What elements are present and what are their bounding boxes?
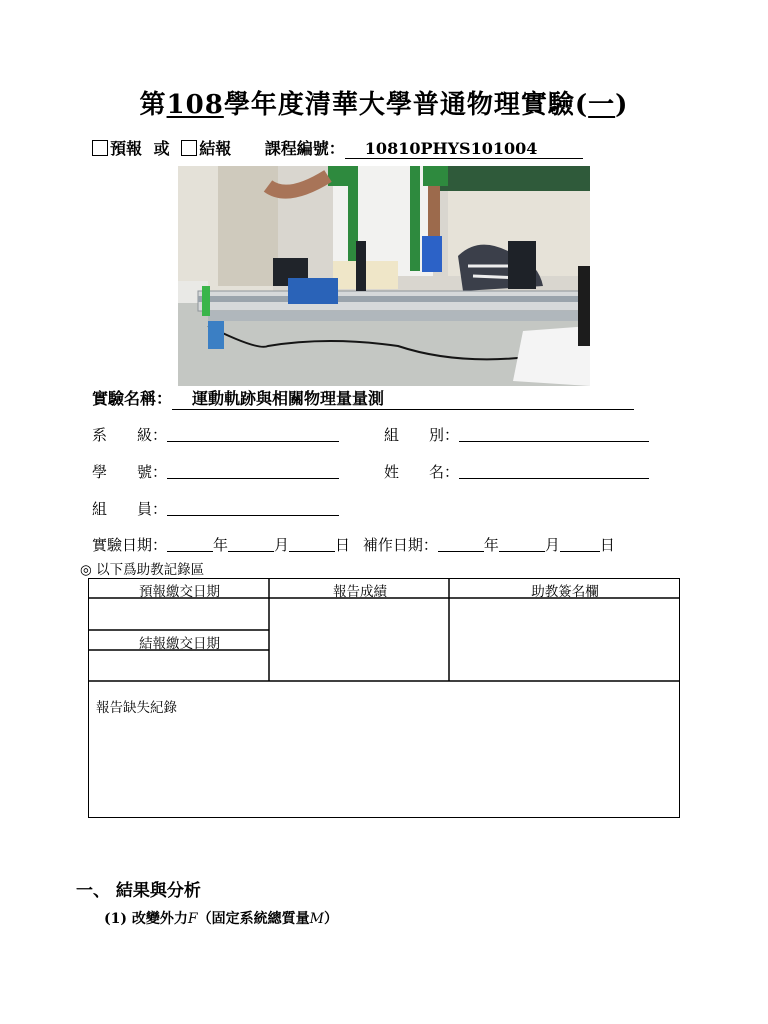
exp-day-input[interactable] <box>289 537 335 552</box>
name-field <box>384 461 649 482</box>
section-item-1 <box>104 908 338 928</box>
makeup-day-label: 日 <box>599 536 615 554</box>
item-var-f: F <box>187 911 198 927</box>
preview-checkbox[interactable] <box>92 140 108 156</box>
item-close: ） <box>323 911 338 927</box>
members-label: 組 員： <box>92 500 168 518</box>
report-type-line <box>92 136 583 159</box>
members-input[interactable] <box>167 501 339 516</box>
makeup-year-label: 年 <box>483 536 499 554</box>
experiment-date-line <box>92 534 615 555</box>
course-code: 10810PHYS101004 <box>345 139 583 159</box>
group-field <box>384 424 649 445</box>
group-input[interactable] <box>459 427 649 442</box>
preview-submit-header: 預報繳交日期 <box>139 584 220 600</box>
experiment-photo <box>178 166 590 386</box>
final-checkbox[interactable] <box>181 140 197 156</box>
makeup-day-input[interactable] <box>560 537 600 552</box>
title-num: 一 <box>588 90 616 120</box>
month-label: 月 <box>274 536 290 554</box>
title-suffix: 學年度清華大學普通物理實驗( <box>223 90 589 120</box>
student-id-field <box>92 461 339 482</box>
preview-submit-cell[interactable] <box>89 600 269 630</box>
group-label: 組 別： <box>384 426 460 444</box>
makeup-year-input[interactable] <box>438 537 484 552</box>
department-field <box>92 424 339 445</box>
missing-record-label: 報告缺失紀錄 <box>96 700 177 716</box>
student-id-label: 學 號： <box>92 463 168 481</box>
page-title <box>0 84 768 121</box>
experiment-name-label: 實驗名稱： <box>92 389 173 408</box>
department-label: 系 級： <box>92 426 168 444</box>
bullet-icon: ◎ <box>80 562 92 578</box>
ta-record-table <box>88 578 680 818</box>
exp-year-input[interactable] <box>167 537 213 552</box>
final-submit-header: 結報繳交日期 <box>139 636 220 652</box>
item-paren: （固定系統總質量 <box>197 911 310 927</box>
exp-month-input[interactable] <box>228 537 274 552</box>
makeup-month-input[interactable] <box>499 537 545 552</box>
name-label: 姓 名： <box>384 463 460 481</box>
ta-area-label <box>80 558 204 578</box>
final-label: 結報 <box>199 139 232 158</box>
final-submit-cell[interactable] <box>89 652 269 681</box>
day-label: 日 <box>335 536 351 554</box>
title-end: ) <box>615 90 629 120</box>
ta-area-text: 以下爲助教記錄區 <box>96 562 205 578</box>
title-prefix: 第 <box>139 90 167 120</box>
name-input[interactable] <box>459 464 649 479</box>
department-input[interactable] <box>167 427 339 442</box>
section-heading: 一、 結果與分析 <box>76 881 201 901</box>
title-year: 108 <box>166 90 224 120</box>
grade-header: 報告成績 <box>333 584 387 600</box>
makeup-month-label: 月 <box>544 536 560 554</box>
members-field <box>92 498 339 519</box>
ta-signature-cell[interactable] <box>451 600 679 681</box>
experiment-photo-illustration <box>178 166 590 386</box>
missing-record-cell[interactable] <box>89 683 679 817</box>
item-text: (1) 改變外力 <box>104 911 188 927</box>
experiment-name-line <box>92 386 634 410</box>
preview-label: 預報 <box>110 139 143 158</box>
makeup-date-label: 補作日期： <box>362 536 438 554</box>
experiment-name-value: 運動軌跡與相關物理量量測 <box>172 386 634 410</box>
course-code-label: 課程編號： <box>264 139 345 158</box>
item-var-m: M <box>309 911 324 927</box>
exp-date-label: 實驗日期： <box>92 536 168 554</box>
year-label: 年 <box>213 536 229 554</box>
ta-signature-header: 助教簽名欄 <box>531 584 599 600</box>
or-label: 或 <box>153 139 170 158</box>
student-id-input[interactable] <box>167 464 339 479</box>
grade-cell[interactable] <box>271 600 449 681</box>
